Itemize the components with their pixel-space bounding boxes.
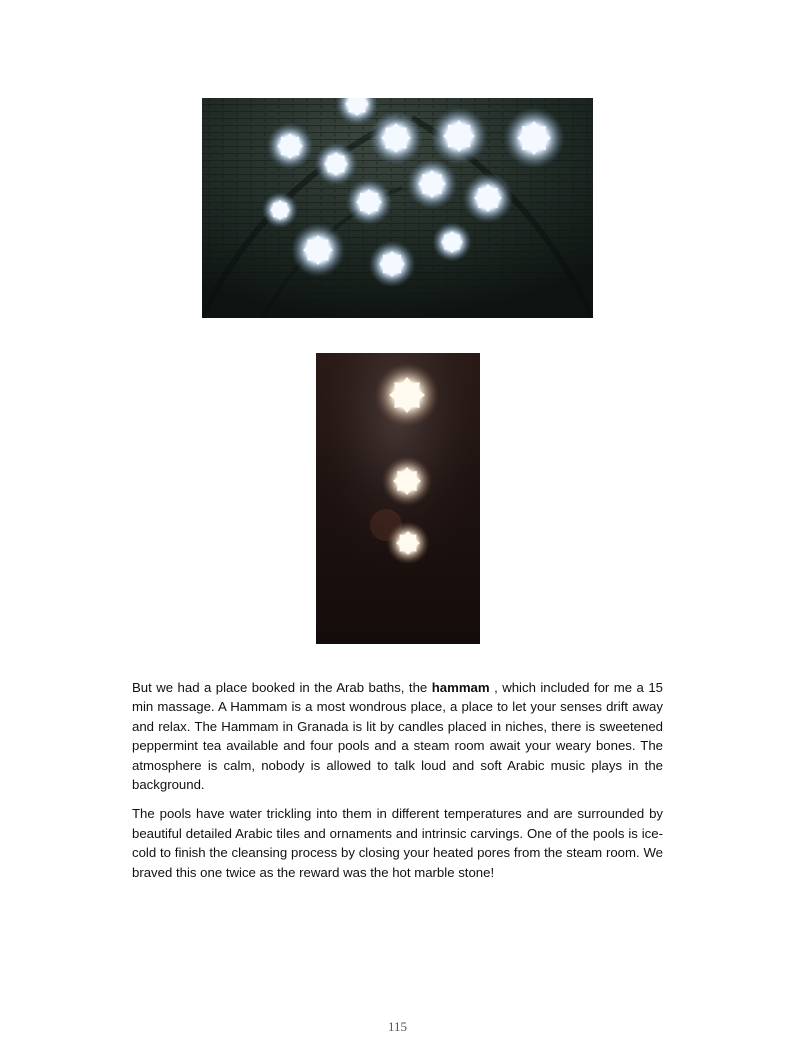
star-skylight [418, 170, 446, 198]
star-skylight [474, 184, 502, 212]
star-skylight [381, 123, 411, 153]
page-number: 115 [387, 1019, 408, 1034]
paragraph-text: But we had a place booked in the Arab baths, the [132, 680, 432, 695]
star-skylight-image [316, 353, 480, 644]
star-skylight [270, 200, 290, 220]
star-skylight [441, 231, 463, 253]
star-skylight [517, 121, 551, 155]
article-body [132, 678, 663, 892]
star-skylight [324, 152, 348, 176]
star-skylight [277, 133, 303, 159]
bath-ceiling-image [202, 98, 593, 318]
hammam-term: hammam [431, 680, 490, 695]
star-skylight [443, 120, 475, 152]
star-skylight [396, 531, 420, 555]
paragraph-text: , which included for me a 15 min massage. A Hammam is a most wondrous place, a place to let your senses drift away and relax. The Hammam in Granada is lit by candles placed in niches, there is sweetened peppermint tea available and four pools and a steam room await your weary bones. The atmosphere is calm, nobody is allowed to talk loud and soft Arabic music plays in the background. [132, 680, 663, 793]
star-skylight [389, 377, 425, 413]
paragraph-pools: The pools have water trickling into them in different temperatures and are surrounded by beautiful detailed Arabic tiles and ornaments and intrinsic carvings. One of the pools is ice-cold to finish the cleansing process by closing your heated pores from the steam room. We braved this one twice as the reward was the hot marble stone! [132, 806, 663, 880]
star-skylight-photo [316, 353, 480, 644]
star-skylight [356, 189, 382, 215]
star-skylight [379, 251, 405, 277]
star-skylight [393, 467, 421, 495]
paragraph-hammam [132, 678, 663, 794]
star-skylight [303, 235, 333, 265]
bath-ceiling-photo [202, 98, 593, 318]
